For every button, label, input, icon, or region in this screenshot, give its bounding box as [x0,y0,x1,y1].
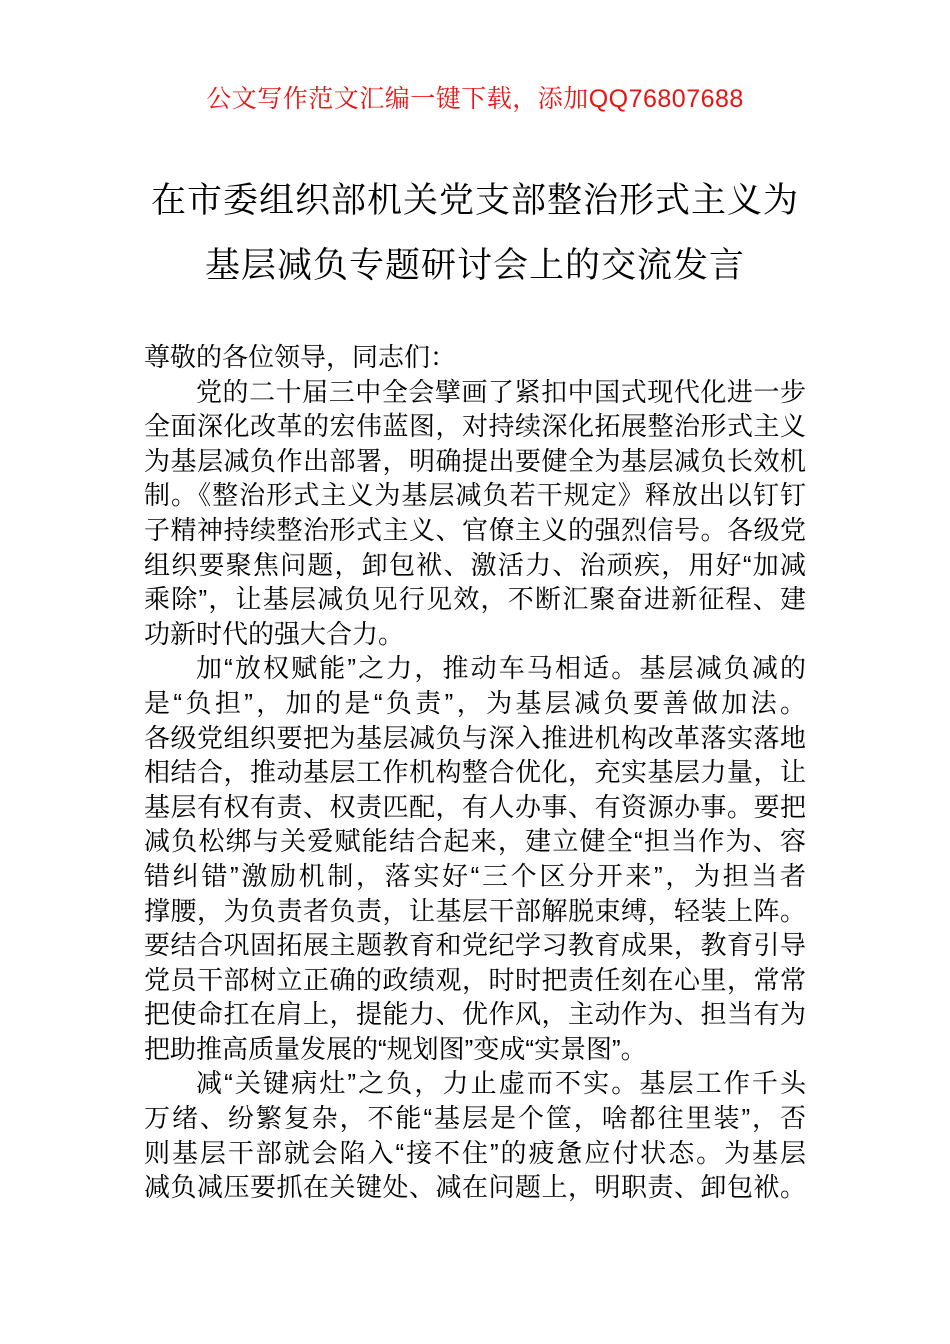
body-line: 制。《整治形式主义为基层减负若干规定》释放出以钉钉 [144,480,806,511]
body-line: 减“关键病灶”之负，力止虚而不实。基层工作千头 [196,1068,806,1099]
body-line: 党的二十届三中全会擘画了紧扣中国式现代化进一步 [196,376,806,407]
document-title-line-1: 在市委组织部机关党支部整治形式主义为 [150,181,799,220]
body-line: 错纠错”激励机制，落实好“三个区分开来”，为担当者 [144,860,806,891]
body-line: 把使命扛在肩上，提能力、优作风，主动作为、担当有为 [144,999,806,1030]
body-line: 子精神持续整治形式主义、官僚主义的强烈信号。各级党 [144,514,806,545]
body-line: 加“放权赋能”之力，推动车马相适。基层减负减的 [196,653,806,684]
body-line: 为基层减负作出部署，明确提出要健全为基层减负长效机 [144,445,806,476]
document-title [0,168,950,298]
body-line: 要结合巩固拓展主题教育和党纪学习教育成果，教育引导 [144,930,806,961]
body-line: 减负减压要抓在关键处、减在问题上，明职责、卸包袱。 [144,1172,806,1203]
body-line: 乘除”，让基层减负见行见效，不断汇聚奋进新征程、建 [144,584,806,615]
body-line: 把助推高质量发展的“规划图”变成“实景图”。 [144,1033,647,1064]
body-line: 尊敬的各位领导，同志们： [144,342,457,372]
body-line: 是“负担”，加的是“负责”，为基层减负要善做加法。 [144,687,806,718]
body-line: 各级党组织要把为基层减负与深入推进机构改革落实落地 [144,722,806,753]
body-line: 万绪、纷繁复杂，不能“基层是个筐，啥都往里装”，否 [144,1103,806,1134]
promo-notice: 公文写作范文汇编一键下载，添加QQ76807688 [206,85,744,113]
document-body [144,340,806,1205]
body-line: 减负松绑与关爱赋能结合起来，建立健全“担当作为、容 [144,826,806,857]
body-line: 基层有权有责、权责匹配，有人办事、有资源办事。要把 [144,791,806,822]
body-line: 全面深化改革的宏伟蓝图，对持续深化拓展整治形式主义 [144,411,806,442]
body-line: 党员干部树立正确的政绩观，时时把责任刻在心里，常常 [144,964,806,995]
body-line: 相结合，推动基层工作机构整合优化，充实基层力量，让 [144,757,806,788]
body-line: 功新时代的强大合力。 [144,618,405,649]
body-line: 则基层干部就会陷入“接不住”的疲惫应付状态。为基层 [144,1137,806,1168]
body-line: 组织要聚焦问题，卸包袱、激活力、治顽疾，用好“加减 [144,549,806,580]
body-line: 撑腰，为负责者负责，让基层干部解脱束缚，轻装上阵。 [144,895,806,926]
document-title-line-2: 基层减负专题研讨会上的交流发言 [204,246,745,285]
